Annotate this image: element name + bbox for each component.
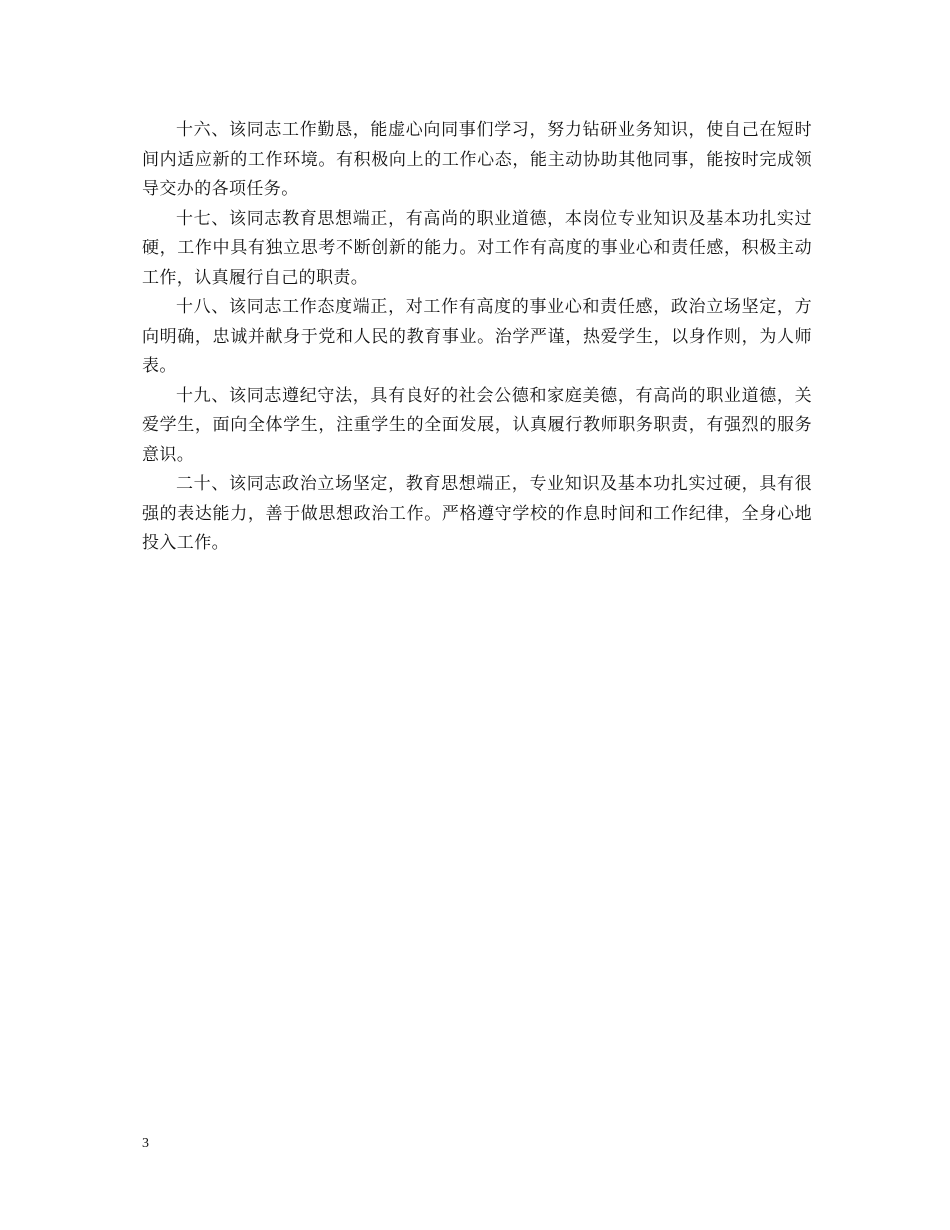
paragraph-18: 十八、该同志工作态度端正，对工作有高度的事业心和责任感，政治立场坚定，方向明确，忠诚并献身于党和人民的教育事业。治学严谨，热爱学生，以身作则，为人师表。 — [142, 297, 812, 376]
paragraph-20: 二十、该同志政治立场坚定，教育思想端正，专业知识及基本功扎实过硬，具有很强的表达能力，善于做思想政治工作。严格遵守学校的作息时间和工作纪律，全身心地投入工作。 — [142, 474, 812, 553]
paragraph-19: 十九、该同志遵纪守法，具有良好的社会公德和家庭美德，有高尚的职业道德，关爱学生，面向全体学生，注重学生的全面发展，认真履行教师职务职责，有强烈的服务意识。 — [142, 385, 812, 465]
paragraph-17: 十七、该同志教育思想端正，有高尚的职业道德，本岗位专业知识及基本功扎实过硬，工作中具有独立思考不断创新的能力。对工作有高度的事业心和责任感，积极主动工作，认真履行自己的职责。 — [142, 208, 812, 288]
paragraph-16: 十六、该同志工作勤恳，能虚心向同事们学习，努力钻研业务知识，使自己在短时间内适应新的工作环境。有积极向上的工作心态，能主动协助其他同事，能按时完成领导交办的各项任务。 — [142, 120, 812, 199]
document-body — [142, 116, 812, 559]
page-number: 3 — [142, 1136, 149, 1151]
